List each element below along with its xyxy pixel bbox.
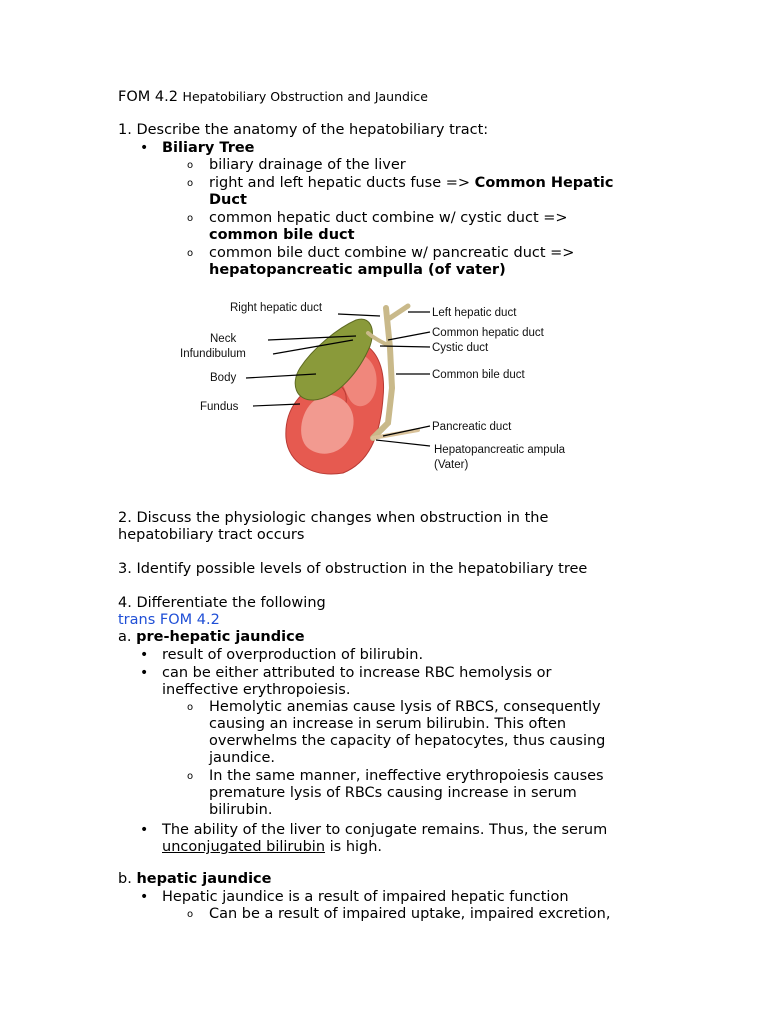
bullet-marker: •: [140, 889, 149, 905]
anatomy-item-2: right and left hepatic ducts fuse => Common Hepatic: [209, 175, 614, 191]
pre-hepatic-point-1: result of overproduction of bilirubin.: [162, 647, 424, 663]
label-ampulla: Hepatopancreatic ampula: [434, 444, 566, 456]
anatomy-item-3-bold: common bile duct: [209, 227, 355, 243]
hepatic-subpoint-1: Can be a result of impaired uptake, impaired excretion,: [209, 906, 611, 922]
anatomy-item-4: common bile duct combine w/ pancreatic duct =>: [209, 245, 575, 261]
pre-hepatic-heading: a. pre-hepatic jaundice: [118, 629, 305, 645]
erythropoiesis-line-1: In the same manner, ineffective erythropoiesis causes: [209, 768, 604, 784]
document-title: [118, 88, 428, 106]
erythropoiesis-line-2: premature lysis of RBCs causing increase in serum: [209, 785, 577, 801]
erythropoiesis-line-3: bilirubin.: [209, 802, 273, 818]
hepatic-point-1: Hepatic jaundice is a result of impaired hepatic function: [162, 889, 569, 905]
pre-hepatic-point-2: can be either attributed to increase RBC hemolysis or: [162, 665, 552, 681]
biliary-anatomy-figure: [118, 288, 618, 488]
question-4-heading: 4. Differentiate the following: [118, 595, 326, 611]
pre-hepatic-point-3: The ability of the liver to conjugate remains. Thus, the serum: [162, 822, 608, 838]
label-vater: (Vater): [434, 459, 469, 471]
label-neck: Neck: [210, 333, 237, 345]
hemolytic-line-2: causing an increase in serum bilirubin. This often: [209, 716, 567, 732]
question-2-line-2: hepatobiliary tract occurs: [118, 527, 305, 543]
label-infundibulum: Infundibulum: [180, 348, 246, 360]
sub-bullet-marker: o: [187, 702, 194, 713]
sub-bullet-marker: o: [187, 248, 194, 259]
label-body: Body: [210, 372, 237, 384]
label-common-hepatic-duct: Common hepatic duct: [432, 327, 544, 339]
trans-link[interactable]: trans FOM 4.2: [118, 612, 220, 628]
anatomy-item-4-bold: hepatopancreatic ampulla (of vater): [209, 262, 506, 278]
label-common-bile-duct: Common bile duct: [432, 369, 525, 381]
sub-bullet-marker: o: [187, 771, 194, 782]
question-1-heading: 1. Describe the anatomy of the hepatobiliary tract:: [118, 122, 489, 138]
bullet-marker: •: [140, 822, 149, 838]
bullet-marker: •: [140, 140, 149, 156]
label-right-hepatic-duct: Right hepatic duct: [230, 302, 323, 314]
title-prefix: FOM 4.2: [118, 89, 183, 105]
question-2-line-1: 2. Discuss the physiologic changes when obstruction in the: [118, 510, 549, 526]
sub-bullet-marker: o: [187, 160, 194, 171]
anatomy-item-3: common hepatic duct combine w/ cystic duct =>: [209, 210, 568, 226]
bullet-marker: •: [140, 647, 149, 663]
anatomy-item-1: biliary drainage of the liver: [209, 157, 406, 173]
label-cystic-duct: Cystic duct: [432, 342, 489, 354]
question-3: 3. Identify possible levels of obstruction in the hepatobiliary tree: [118, 561, 588, 577]
pre-hepatic-point-2-cont: ineffective erythropoiesis.: [162, 682, 351, 698]
sub-bullet-marker: o: [187, 178, 194, 189]
anatomy-item-2-cont: Duct: [209, 192, 247, 208]
unconjugated-bilirubin-term: unconjugated bilirubin: [162, 839, 326, 855]
label-left-hepatic-duct: Left hepatic duct: [432, 307, 517, 319]
label-pancreatic-duct: Pancreatic duct: [432, 421, 512, 433]
left-hepatic-duct: [390, 306, 408, 318]
biliary-tree-label: Biliary Tree: [162, 140, 255, 156]
sub-bullet-marker: o: [187, 909, 194, 920]
hemolytic-line-1: Hemolytic anemias cause lysis of RBCS, consequently: [209, 699, 601, 715]
hemolytic-line-3: overwhelms the capacity of hepatocytes, thus causing: [209, 733, 606, 749]
hemolytic-line-4: jaundice.: [209, 750, 276, 766]
label-fundus: Fundus: [200, 401, 239, 413]
sub-bullet-marker: o: [187, 213, 194, 224]
bullet-marker: •: [140, 665, 149, 681]
title-topic: Hepatobiliary Obstruction and Jaundice: [182, 89, 428, 104]
hepatic-heading: b. hepatic jaundice: [118, 871, 272, 887]
pre-hepatic-point-3-cont: unconjugated bilirubin is high.: [162, 839, 383, 855]
